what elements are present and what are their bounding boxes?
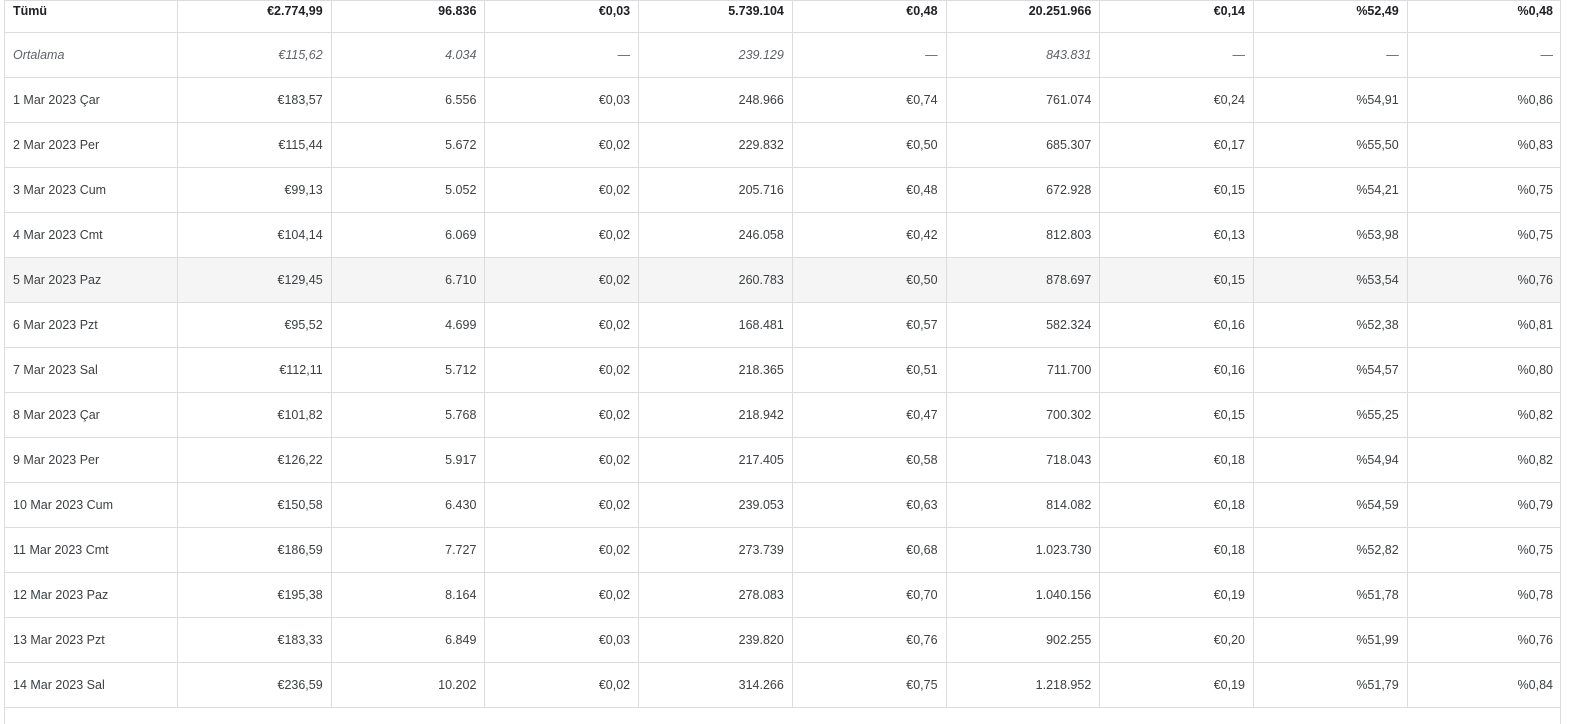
table-cell: %55,25 <box>1254 393 1408 438</box>
table-cell: 168.481 <box>639 303 793 348</box>
row-label: 4 Mar 2023 Cmt <box>5 213 177 258</box>
table-cell: €0,70 <box>792 573 946 618</box>
row-label: 12 Mar 2023 Paz <box>5 573 177 618</box>
table-cell: — <box>1254 33 1408 78</box>
table-cell: €0,47 <box>792 393 946 438</box>
row-label: 14 Mar 2023 Sal <box>5 663 177 708</box>
table-cell: %53,54 <box>1254 258 1408 303</box>
table-cell: 217.405 <box>639 438 793 483</box>
row-label: 6 Mar 2023 Pzt <box>5 303 177 348</box>
table-cell: %55,50 <box>1254 123 1408 168</box>
table-cell: %51,79 <box>1254 663 1408 708</box>
table-cell: %54,94 <box>1254 438 1408 483</box>
table-cell: €0,18 <box>1100 438 1254 483</box>
table-cell: — <box>1100 33 1254 78</box>
table-row[interactable] <box>5 348 1561 393</box>
row-label: 9 Mar 2023 Per <box>5 438 177 483</box>
table-row[interactable] <box>5 573 1561 618</box>
table-cell: %52,38 <box>1254 303 1408 348</box>
table-cell: €0,15 <box>1100 393 1254 438</box>
table-cell: %0,75 <box>1407 213 1561 258</box>
table-cell: 902.255 <box>946 618 1100 663</box>
table-cell: €0,02 <box>485 573 639 618</box>
table-row[interactable] <box>5 213 1561 258</box>
table-cell: €0,17 <box>1100 123 1254 168</box>
table-cell: €0,76 <box>792 618 946 663</box>
row-label: 8 Mar 2023 Çar <box>5 393 177 438</box>
table-cell: €0,02 <box>485 438 639 483</box>
table-cell: %0,82 <box>1407 393 1561 438</box>
table-cell: €0,48 <box>792 1 946 33</box>
table-cell: %0,86 <box>1407 78 1561 123</box>
table-cell: %0,81 <box>1407 303 1561 348</box>
table-cell: €0,02 <box>485 663 639 708</box>
table-cell: %54,91 <box>1254 78 1408 123</box>
table-cell: 718.043 <box>946 438 1100 483</box>
table-cell: %0,83 <box>1407 123 1561 168</box>
table-cell: €0,16 <box>1100 303 1254 348</box>
table-cell: 878.697 <box>946 258 1100 303</box>
table-cell: €0,75 <box>792 663 946 708</box>
table-cell: 5.672 <box>331 123 485 168</box>
average-row[interactable] <box>5 33 1561 78</box>
table-cell: €0,02 <box>485 348 639 393</box>
row-label: 11 Mar 2023 Cmt <box>5 528 177 573</box>
table-cell: €0,02 <box>485 213 639 258</box>
table-cell: 96.836 <box>331 1 485 33</box>
table-row[interactable] <box>5 168 1561 213</box>
table-row[interactable] <box>5 663 1561 708</box>
table-cell: 239.053 <box>639 483 793 528</box>
table-cell: €0,20 <box>1100 618 1254 663</box>
table-cell: 1.023.730 <box>946 528 1100 573</box>
table-row[interactable] <box>5 78 1561 123</box>
table-cell: €0,02 <box>485 168 639 213</box>
table-cell: €195,38 <box>177 573 331 618</box>
table-cell: €0,02 <box>485 528 639 573</box>
table-row[interactable] <box>5 618 1561 663</box>
table-cell: €0,02 <box>485 483 639 528</box>
table-cell: €0,03 <box>485 78 639 123</box>
row-label: 5 Mar 2023 Paz <box>5 258 177 303</box>
table-cell: €0,58 <box>792 438 946 483</box>
table-cell: €115,62 <box>177 33 331 78</box>
table-cell: %0,79 <box>1407 483 1561 528</box>
table-cell: 239.820 <box>639 618 793 663</box>
table-cell: 5.768 <box>331 393 485 438</box>
table-cell: €129,45 <box>177 258 331 303</box>
table-cell: €0,03 <box>485 1 639 33</box>
table-cell: %0,76 <box>1407 258 1561 303</box>
table-cell: 5.052 <box>331 168 485 213</box>
table-cell: €150,58 <box>177 483 331 528</box>
table-cell: %0,80 <box>1407 348 1561 393</box>
table-cell: 711.700 <box>946 348 1100 393</box>
table-cell: €0,02 <box>485 393 639 438</box>
table-cell: €115,44 <box>177 123 331 168</box>
table-cell: %54,21 <box>1254 168 1408 213</box>
table-cell: €0,50 <box>792 123 946 168</box>
table-cell: 1.040.156 <box>946 573 1100 618</box>
table-row[interactable] <box>5 528 1561 573</box>
table-cell: €0,16 <box>1100 348 1254 393</box>
table-cell: %0,75 <box>1407 528 1561 573</box>
table-cell: €0,50 <box>792 258 946 303</box>
table-cell: 582.324 <box>946 303 1100 348</box>
table-cell: 246.058 <box>639 213 793 258</box>
table-cell: 5.712 <box>331 348 485 393</box>
table-cell: %0,84 <box>1407 663 1561 708</box>
table-cell: €99,13 <box>177 168 331 213</box>
table-cell: €95,52 <box>177 303 331 348</box>
table-cell: 700.302 <box>946 393 1100 438</box>
table-cell: €0,51 <box>792 348 946 393</box>
table-cell: €0,19 <box>1100 573 1254 618</box>
table-cell: 6.430 <box>331 483 485 528</box>
table-row[interactable] <box>5 393 1561 438</box>
table-cell: %51,78 <box>1254 573 1408 618</box>
table-cell: 7.727 <box>331 528 485 573</box>
table-cell: 6.849 <box>331 618 485 663</box>
table-cell: €2.774,99 <box>177 1 331 33</box>
table-cell: %0,78 <box>1407 573 1561 618</box>
row-label: Tümü <box>5 1 177 33</box>
table-cell: 843.831 <box>946 33 1100 78</box>
table-row[interactable] <box>5 123 1561 168</box>
daily-report-table <box>5 0 1561 708</box>
table-cell: 672.928 <box>946 168 1100 213</box>
table-cell: €126,22 <box>177 438 331 483</box>
row-label: 13 Mar 2023 Pzt <box>5 618 177 663</box>
table-cell: 205.716 <box>639 168 793 213</box>
table-cell: 10.202 <box>331 663 485 708</box>
table-cell: €186,59 <box>177 528 331 573</box>
table-cell: €0,03 <box>485 618 639 663</box>
table-cell: %0,76 <box>1407 618 1561 663</box>
table-cell: €183,33 <box>177 618 331 663</box>
table-cell: €0,15 <box>1100 258 1254 303</box>
row-label: Ortalama <box>5 33 177 78</box>
table-cell: €112,11 <box>177 348 331 393</box>
table-cell: €0,63 <box>792 483 946 528</box>
table-cell: 4.034 <box>331 33 485 78</box>
table-cell: 1.218.952 <box>946 663 1100 708</box>
table-cell: 812.803 <box>946 213 1100 258</box>
table-cell: €104,14 <box>177 213 331 258</box>
table-cell: 278.083 <box>639 573 793 618</box>
table-cell: 273.739 <box>639 528 793 573</box>
table-cell: %54,59 <box>1254 483 1408 528</box>
table-cell: €183,57 <box>177 78 331 123</box>
row-label: 3 Mar 2023 Cum <box>5 168 177 213</box>
table-cell: — <box>485 33 639 78</box>
table-cell: €0,13 <box>1100 213 1254 258</box>
table-cell: €0,68 <box>792 528 946 573</box>
table-cell: €0,18 <box>1100 483 1254 528</box>
table-cell: %54,57 <box>1254 348 1408 393</box>
table-cell: €0,18 <box>1100 528 1254 573</box>
table-cell: 5.917 <box>331 438 485 483</box>
table-cell: 260.783 <box>639 258 793 303</box>
table-cell: €0,24 <box>1100 78 1254 123</box>
table-cell: €236,59 <box>177 663 331 708</box>
row-label: 7 Mar 2023 Sal <box>5 348 177 393</box>
table-cell: — <box>792 33 946 78</box>
table-cell: %51,99 <box>1254 618 1408 663</box>
table-cell: €101,82 <box>177 393 331 438</box>
table-cell: %53,98 <box>1254 213 1408 258</box>
table-cell: 6.710 <box>331 258 485 303</box>
table-row[interactable] <box>5 483 1561 528</box>
table-cell: 20.251.966 <box>946 1 1100 33</box>
table-cell: %52,82 <box>1254 528 1408 573</box>
table-cell: 8.164 <box>331 573 485 618</box>
table-cell: 229.832 <box>639 123 793 168</box>
table-cell: 685.307 <box>946 123 1100 168</box>
table-cell: 218.365 <box>639 348 793 393</box>
table-row[interactable] <box>5 438 1561 483</box>
table-cell: %0,48 <box>1407 1 1561 33</box>
table-cell: €0,15 <box>1100 168 1254 213</box>
totals-row[interactable] <box>5 1 1561 33</box>
table-cell: 761.074 <box>946 78 1100 123</box>
table-cell: — <box>1407 33 1561 78</box>
row-label: 10 Mar 2023 Cum <box>5 483 177 528</box>
table-cell: 6.556 <box>331 78 485 123</box>
table-cell: €0,19 <box>1100 663 1254 708</box>
table-cell: €0,02 <box>485 258 639 303</box>
row-label: 2 Mar 2023 Per <box>5 123 177 168</box>
table-cell: %52,49 <box>1254 1 1408 33</box>
table-cell: €0,02 <box>485 123 639 168</box>
row-label: 1 Mar 2023 Çar <box>5 78 177 123</box>
table-cell: €0,57 <box>792 303 946 348</box>
table-cell: 5.739.104 <box>639 1 793 33</box>
table-cell: %0,82 <box>1407 438 1561 483</box>
table-cell: %0,75 <box>1407 168 1561 213</box>
table-row[interactable] <box>5 258 1561 303</box>
table-row[interactable] <box>5 303 1561 348</box>
table-cell: €0,48 <box>792 168 946 213</box>
table-cell: 314.266 <box>639 663 793 708</box>
table-cell: 239.129 <box>639 33 793 78</box>
table-cell: 6.069 <box>331 213 485 258</box>
table-cell: €0,14 <box>1100 1 1254 33</box>
table-cell: 4.699 <box>331 303 485 348</box>
table-cell: 814.082 <box>946 483 1100 528</box>
table-cell: €0,74 <box>792 78 946 123</box>
table-cell: 248.966 <box>639 78 793 123</box>
table-cell: €0,42 <box>792 213 946 258</box>
table-cell: €0,02 <box>485 303 639 348</box>
table-cell: 218.942 <box>639 393 793 438</box>
report-table-container <box>4 0 1561 724</box>
